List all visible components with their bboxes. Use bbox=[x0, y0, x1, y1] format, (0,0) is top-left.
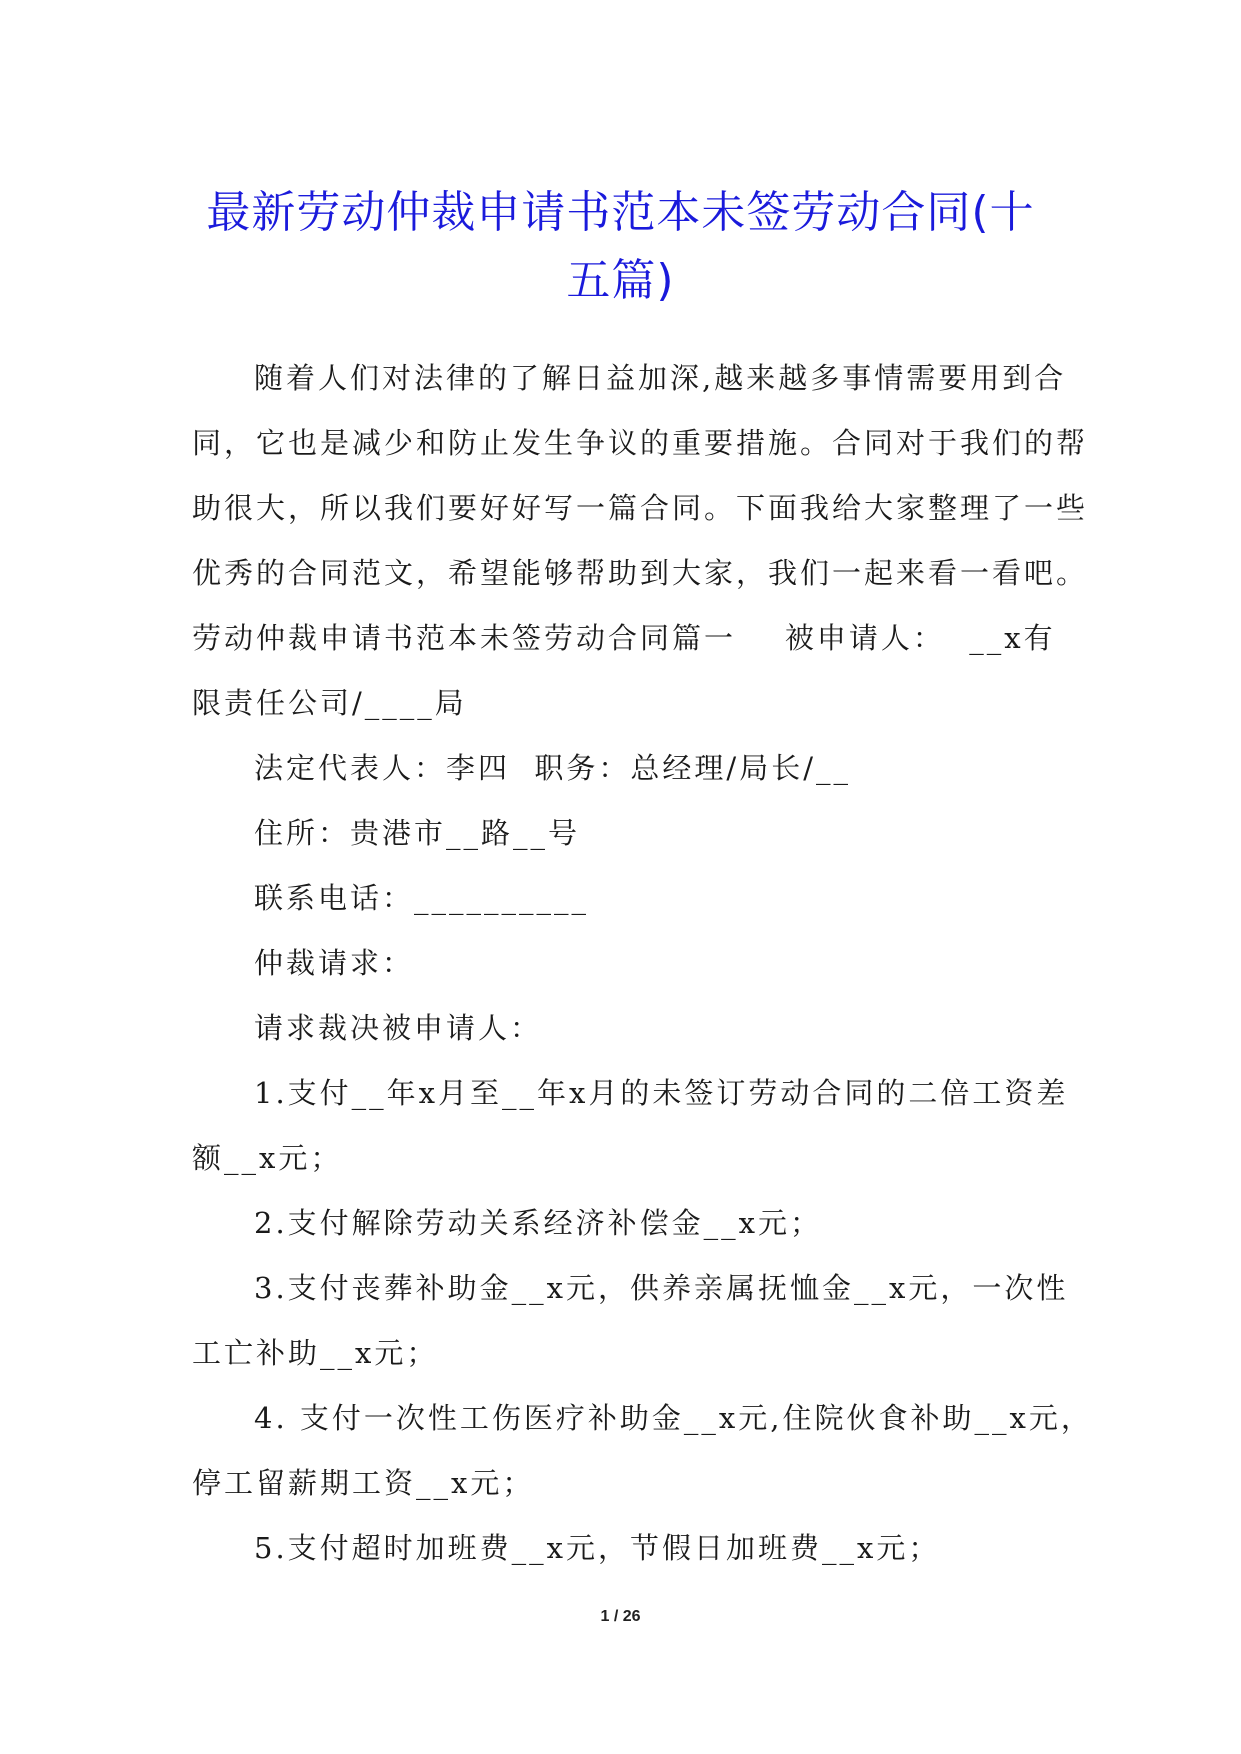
title-line-1: 最新劳动仲裁申请书范本未签劳动合同(十 bbox=[206, 187, 1035, 239]
claim-item-5 bbox=[192, 1516, 1062, 1581]
phone-line bbox=[192, 866, 1062, 931]
claim-item-1 bbox=[192, 1061, 1069, 1191]
claim-item-3-line: 工亡补助__x元； bbox=[192, 1336, 439, 1370]
claim-item-3 bbox=[192, 1256, 1069, 1386]
claim-item-2 bbox=[192, 1191, 1062, 1256]
claims-intro-text: 请求裁决被申请人： bbox=[254, 1011, 543, 1045]
claims-heading bbox=[192, 931, 1062, 996]
representative-text: 法定代表人：李四 职务：总经理/局长/__ bbox=[254, 751, 851, 785]
phone-text: 联系电话：__________ bbox=[254, 881, 590, 915]
intro-paragraph bbox=[192, 346, 1089, 736]
title-line-2: 五篇) bbox=[566, 255, 675, 307]
intro-line: 随着人们对法律的了解日益加深,越来越多事情需要用到合 bbox=[254, 361, 1067, 395]
page-number: 1 / 26 bbox=[600, 1608, 641, 1625]
claim-item-3-line: 3.支付丧葬补助金__x元，供养亲属抚恤金__x元，一次性 bbox=[254, 1271, 1069, 1305]
representative-line bbox=[192, 736, 1062, 801]
claim-item-5-text: 5.支付超时加班费__x元，节假日加班费__x元； bbox=[254, 1531, 941, 1565]
claim-item-4-line: 停工留薪期工资__x元； bbox=[192, 1466, 535, 1500]
claims-heading-text: 仲裁请求： bbox=[254, 946, 415, 980]
claim-item-4 bbox=[192, 1386, 1093, 1516]
claims-intro bbox=[192, 996, 1062, 1061]
intro-line: 同，它也是减少和防止发生争议的重要措施。合同对于我们的帮 bbox=[192, 426, 1089, 460]
intro-line: 劳动仲裁申请书范本未签劳动合同篇一 被申请人： __x有 bbox=[192, 621, 1056, 655]
intro-line: 限责任公司/____局 bbox=[192, 686, 467, 720]
claim-item-4-line: 4. 支付一次性工伤医疗补助金__x元,住院伙食补助__x元， bbox=[254, 1401, 1093, 1435]
document-body bbox=[192, 346, 1093, 1581]
claim-item-1-line: 额__x元； bbox=[192, 1141, 343, 1175]
claim-item-1-line: 1.支付__年x月至__年x月的未签订劳动合同的二倍工资差 bbox=[254, 1076, 1069, 1110]
claim-item-2-text: 2.支付解除劳动关系经济补偿金__x元； bbox=[254, 1206, 823, 1240]
address-line bbox=[192, 801, 1062, 866]
address-text: 住所：贵港市__路__号 bbox=[254, 816, 581, 850]
intro-line: 优秀的合同范文，希望能够帮助到大家，我们一起来看一看吧。 bbox=[192, 556, 1089, 590]
document-title bbox=[150, 179, 1091, 315]
intro-line: 助很大，所以我们要好好写一篇合同。下面我给大家整理了一些 bbox=[192, 491, 1089, 525]
